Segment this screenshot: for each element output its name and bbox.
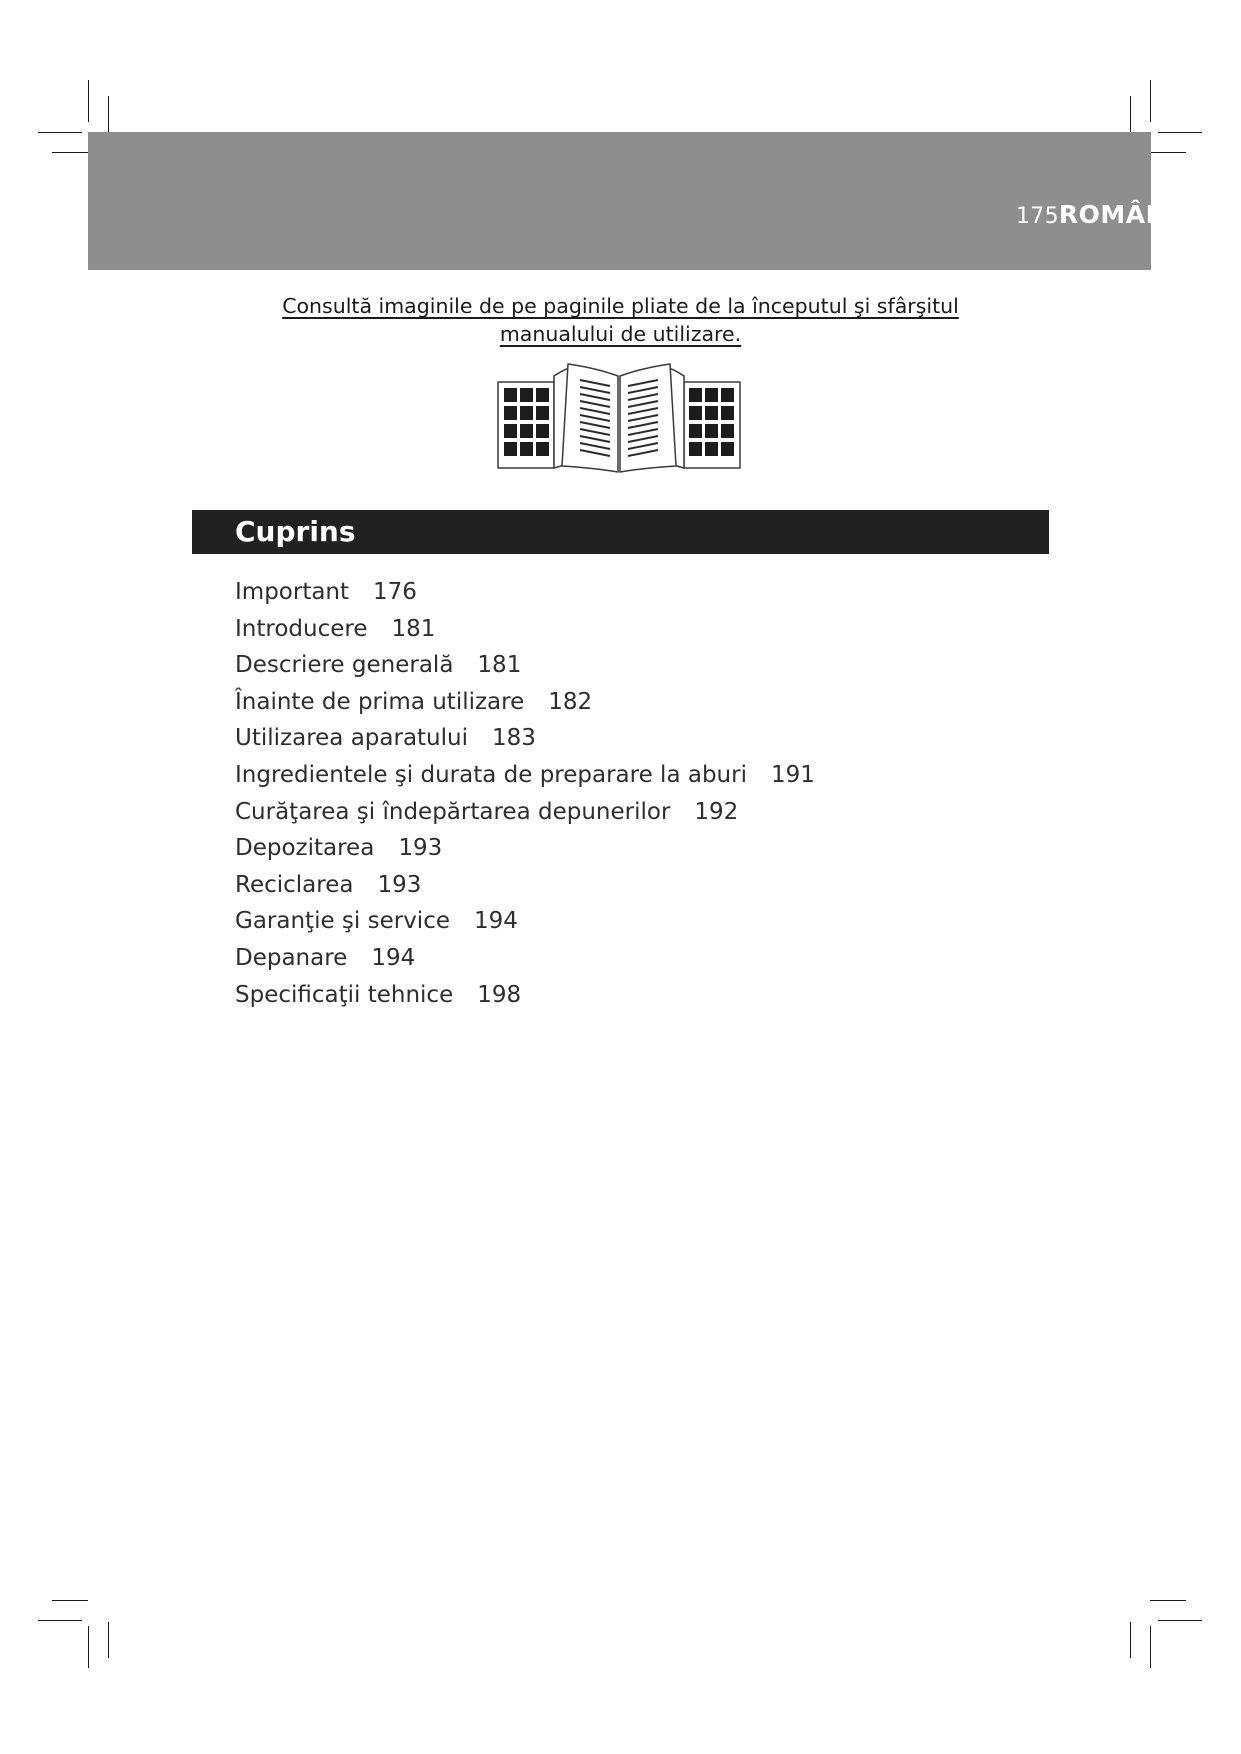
toc-entry-label: Descriere generală bbox=[235, 652, 454, 679]
page-label bbox=[1016, 202, 1187, 228]
toc-entry[interactable] bbox=[235, 830, 815, 867]
notice-line-1: Consultă imaginile de pe paginile pliate de la începutul şi sfârşitul bbox=[282, 294, 959, 318]
foldout-notice bbox=[240, 292, 1001, 348]
toc-entry[interactable] bbox=[235, 940, 815, 977]
crop-mark bbox=[1150, 1626, 1151, 1668]
toc-entry-page: 193 bbox=[398, 835, 443, 862]
page-number: 175 bbox=[1016, 204, 1059, 229]
toc-entry-page: 183 bbox=[492, 725, 536, 752]
crop-mark bbox=[1158, 132, 1202, 133]
toc-entry[interactable] bbox=[235, 611, 815, 648]
crop-mark bbox=[1150, 80, 1151, 122]
toc-entry[interactable] bbox=[235, 977, 815, 1014]
toc-entry-label: Înainte de prima utilizare bbox=[235, 688, 525, 715]
toc-entry[interactable] bbox=[235, 903, 815, 940]
toc-entry[interactable] bbox=[235, 720, 815, 757]
toc-entry[interactable] bbox=[235, 647, 815, 684]
toc-entry-page: 176 bbox=[373, 579, 417, 605]
crop-mark bbox=[88, 1626, 89, 1668]
crop-mark bbox=[52, 1600, 88, 1601]
toc-title: Cuprins bbox=[235, 515, 356, 548]
crop-mark bbox=[1150, 1600, 1186, 1601]
toc-entry-label: Introducere bbox=[235, 615, 368, 642]
toc-entry-page: 194 bbox=[371, 944, 416, 971]
crop-mark bbox=[38, 1620, 82, 1621]
toc-entry-label: Utilizarea aparatului bbox=[235, 725, 468, 752]
notice-line-2: manualului de utilizare. bbox=[499, 322, 742, 346]
toc-entry-label: Garanţie şi service bbox=[235, 908, 450, 935]
toc-entry-page: 198 bbox=[477, 981, 522, 1008]
toc-entry-label: Specificaţii tehnice bbox=[235, 981, 454, 1008]
toc-entry[interactable] bbox=[235, 757, 815, 794]
toc-entry-page: 193 bbox=[377, 871, 422, 898]
crop-mark bbox=[38, 132, 82, 133]
crop-mark bbox=[108, 1622, 109, 1658]
crop-mark bbox=[1130, 1622, 1131, 1658]
crop-mark bbox=[88, 80, 89, 122]
open-book-icon bbox=[496, 362, 742, 472]
toc-entry[interactable] bbox=[235, 574, 815, 611]
toc-entry-page: 182 bbox=[548, 688, 593, 715]
crop-mark bbox=[108, 96, 109, 132]
crop-mark bbox=[1130, 96, 1131, 132]
crop-mark bbox=[52, 152, 88, 153]
toc-entry-label: Important bbox=[235, 579, 350, 605]
toc-entry-page: 181 bbox=[391, 615, 436, 642]
toc-entry[interactable] bbox=[235, 867, 815, 904]
toc-entry-page: 192 bbox=[694, 798, 739, 825]
toc-entry-page: 194 bbox=[474, 908, 518, 935]
toc-entry-label: Curăţarea şi îndepărtarea depunerilor bbox=[235, 798, 671, 825]
toc-entry[interactable] bbox=[235, 794, 815, 831]
toc-entry-page: 181 bbox=[477, 652, 522, 679]
toc-list bbox=[235, 574, 815, 1013]
toc-entry-label: Depanare bbox=[235, 944, 348, 971]
toc-entry-label: Ingredientele şi durata de preparare la aburi bbox=[235, 761, 747, 788]
language-label: ROMÂNĂ bbox=[1058, 200, 1187, 229]
header-band bbox=[88, 132, 1187, 270]
toc-entry[interactable] bbox=[235, 684, 815, 721]
toc-entry-label: Depozitarea bbox=[235, 835, 375, 862]
crop-mark bbox=[1158, 1620, 1202, 1621]
crop-mark bbox=[1150, 152, 1186, 153]
toc-title-bar bbox=[192, 510, 1049, 554]
toc-entry-page: 191 bbox=[770, 761, 815, 788]
toc-entry-label: Reciclarea bbox=[235, 871, 354, 898]
